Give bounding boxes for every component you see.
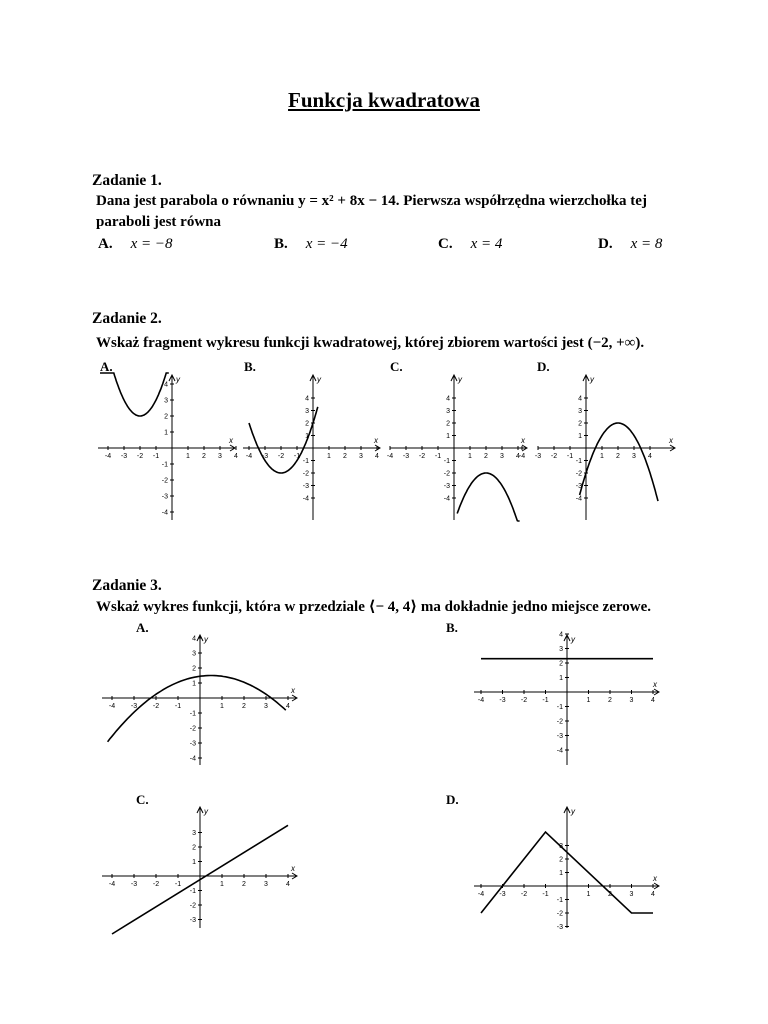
x-tick-label: -4: [477, 891, 485, 898]
task2-panel-label-b: B.: [244, 359, 256, 374]
task1-label: Zadanie 1.: [92, 172, 162, 189]
x-tick-label: -4: [104, 453, 112, 460]
x-axis-label: x: [229, 436, 233, 445]
x-tick-label: 2: [343, 453, 347, 460]
x-tick-label: 3: [632, 453, 636, 460]
y-axis-label: y: [571, 807, 575, 816]
y-tick-label: -2: [575, 470, 582, 478]
x-tick-label: 4: [648, 453, 652, 460]
x-axis-label: x: [291, 864, 295, 873]
option-letter: D.: [598, 236, 613, 252]
graph-3a: [100, 632, 300, 767]
option-value: x = −8: [130, 236, 173, 252]
x-tick-label: -3: [261, 453, 269, 460]
x-tick-label: -1: [542, 697, 549, 704]
x-tick-label: 2: [616, 453, 620, 460]
graph-2c: [388, 372, 530, 522]
task2-label: Zadanie 2.: [92, 310, 162, 327]
y-tick-label: -4: [302, 495, 309, 503]
y-tick-label: -1: [556, 704, 563, 711]
y-tick-label: -1: [189, 710, 196, 718]
y-tick-label: -4: [575, 495, 582, 503]
task2-panel-label-a: A.: [100, 359, 113, 374]
option-letter: B.: [274, 236, 288, 252]
function-curve: [457, 473, 519, 521]
task1-text-line2: paraboli jest równa: [96, 214, 221, 230]
y-tick-label: 4: [578, 395, 582, 403]
task1-option-c: [438, 236, 502, 253]
x-tick-label: -4: [386, 453, 394, 460]
y-tick-label: -2: [189, 725, 196, 733]
x-tick-label: -2: [152, 881, 160, 888]
x-axis-label: x: [653, 874, 657, 883]
y-tick-label: 3: [559, 843, 563, 850]
x-tick-label: -1: [174, 703, 182, 710]
y-tick-label: -2: [189, 902, 196, 910]
y-tick-label: 1: [164, 429, 168, 437]
x-axis-label: x: [291, 686, 295, 695]
y-tick-label: 1: [559, 870, 563, 877]
y-tick-label: -4: [443, 495, 450, 503]
graph-3d: [472, 804, 662, 930]
y-tick-label: 1: [305, 433, 309, 440]
y-tick-label: -3: [161, 493, 168, 501]
y-tick-label: 3: [305, 408, 309, 415]
y-tick-label: 1: [559, 675, 563, 682]
x-tick-label: -3: [402, 453, 410, 460]
x-tick-label: -2: [152, 703, 160, 710]
x-tick-label: -3: [499, 891, 506, 898]
x-tick-label: 4: [286, 703, 290, 710]
x-tick-label: 3: [629, 697, 634, 704]
option-value: x = 4: [470, 236, 503, 252]
y-axis-label: y: [571, 635, 575, 644]
x-tick-label: 3: [218, 453, 222, 460]
x-tick-label: -4: [518, 453, 526, 460]
x-tick-label: -4: [477, 697, 485, 704]
x-axis-label: x: [669, 436, 673, 445]
y-tick-label: -3: [556, 924, 563, 931]
y-tick-label: 3: [559, 646, 563, 653]
x-tick-label: 2: [608, 697, 612, 704]
x-tick-label: 1: [327, 453, 331, 460]
x-tick-label: 3: [500, 453, 504, 460]
y-tick-label: -3: [575, 483, 582, 490]
x-tick-label: 2: [202, 453, 206, 460]
x-tick-label: 1: [220, 881, 224, 888]
x-tick-label: -2: [550, 453, 558, 460]
x-tick-label: -2: [136, 453, 144, 460]
y-tick-label: -2: [556, 910, 563, 918]
x-tick-label: 2: [242, 881, 246, 888]
x-tick-label: -2: [277, 453, 285, 460]
y-axis-label: y: [458, 375, 462, 384]
task1-text-line1: Dana jest parabola o równaniu y = x² + 8x − 14. Pierwsza współrzędna wierzchołka tej: [96, 193, 647, 209]
y-tick-label: -2: [443, 470, 450, 478]
x-tick-label: 3: [264, 703, 268, 710]
y-tick-label: 2: [446, 420, 450, 428]
option-letter: C.: [438, 236, 453, 252]
x-tick-label: 1: [186, 453, 190, 460]
y-tick-label: -1: [556, 897, 563, 904]
x-tick-label: -4: [245, 453, 253, 460]
x-tick-label: 4: [234, 453, 238, 460]
y-tick-label: -4: [556, 747, 563, 755]
y-tick-label: 3: [192, 830, 196, 837]
y-tick-label: 2: [192, 665, 196, 673]
function-curve: [578, 420, 658, 501]
task3-panel-label-c: C.: [136, 792, 149, 807]
y-tick-label: 3: [164, 397, 168, 405]
task1-option-b: [274, 236, 348, 253]
y-axis-label: y: [317, 375, 321, 384]
y-tick-label: -1: [443, 458, 450, 465]
y-tick-label: -2: [302, 470, 309, 478]
y-tick-label: 2: [164, 413, 168, 421]
task3-panel-label-a: A.: [136, 620, 149, 635]
x-tick-label: 1: [220, 703, 224, 710]
x-tick-label: 3: [629, 891, 634, 898]
task2-panel-label-c: C.: [390, 359, 403, 374]
y-tick-label: -1: [189, 888, 196, 895]
x-tick-label: -3: [130, 703, 138, 710]
x-tick-label: -1: [434, 453, 442, 460]
y-tick-label: 4: [559, 631, 563, 639]
x-tick-label: 4: [375, 453, 379, 460]
y-tick-label: 1: [446, 433, 450, 440]
y-axis-label: y: [204, 635, 208, 644]
graph-3c: [100, 804, 300, 930]
x-tick-label: -1: [293, 453, 301, 460]
y-axis-label: y: [176, 375, 180, 384]
x-tick-label: -1: [542, 891, 549, 898]
y-tick-label: 2: [559, 856, 563, 864]
x-tick-label: 1: [468, 453, 472, 460]
task1-option-d: [598, 236, 662, 253]
x-tick-label: 4: [286, 881, 290, 888]
y-tick-label: -3: [189, 740, 196, 748]
x-tick-label: -3: [130, 881, 138, 888]
y-axis-label: y: [204, 807, 208, 816]
x-tick-label: -1: [152, 453, 160, 460]
y-tick-label: -1: [161, 461, 168, 469]
x-tick-label: 3: [264, 881, 268, 888]
y-tick-label: -3: [302, 483, 309, 490]
task3-panel-label-d: D.: [446, 792, 459, 807]
graph-2d: [518, 372, 678, 522]
y-tick-label: 4: [164, 381, 168, 389]
option-value: x = −4: [305, 236, 348, 252]
y-tick-label: 1: [578, 433, 582, 440]
y-tick-label: -2: [161, 477, 168, 485]
x-tick-label: -3: [499, 697, 506, 704]
y-tick-label: 1: [192, 859, 196, 866]
task1-option-a: [98, 236, 173, 253]
task2-panel-label-d: D.: [537, 359, 550, 374]
y-axis-label: y: [590, 375, 594, 384]
page-title: Funkcja kwadratowa: [288, 88, 480, 112]
x-tick-label: -3: [534, 453, 542, 460]
y-tick-label: 3: [446, 408, 450, 415]
y-tick-label: 2: [578, 420, 582, 428]
y-tick-label: 3: [192, 650, 196, 658]
graph-2b: [241, 372, 383, 522]
x-axis-label: x: [374, 436, 378, 445]
y-tick-label: 3: [578, 408, 582, 415]
task3-question: Wskaż wykres funkcji, która w przedziale ⟨− 4, 4⟩ ma dokładnie jedno miejsce zerowe.: [96, 599, 651, 615]
x-tick-label: -2: [520, 891, 528, 898]
x-tick-label: -2: [520, 697, 528, 704]
y-tick-label: 4: [446, 395, 450, 403]
x-tick-label: -2: [418, 453, 426, 460]
x-tick-label: -4: [108, 881, 116, 888]
x-tick-label: 4: [651, 697, 655, 704]
x-tick-label: 2: [608, 891, 612, 898]
x-tick-label: 2: [484, 453, 488, 460]
y-tick-label: 2: [192, 844, 196, 852]
x-tick-label: -3: [120, 453, 128, 460]
y-tick-label: -4: [161, 509, 168, 517]
y-tick-label: -2: [556, 718, 563, 726]
graph-3b: [472, 632, 662, 767]
x-tick-label: 4: [516, 453, 520, 460]
x-tick-label: 3: [359, 453, 363, 460]
x-axis-label: x: [653, 680, 657, 689]
y-tick-label: 1: [192, 680, 196, 688]
x-tick-label: -1: [174, 881, 182, 888]
option-letter: A.: [98, 236, 113, 252]
graph-2a: [96, 372, 238, 522]
x-tick-label: -4: [108, 703, 116, 710]
y-tick-label: 2: [559, 660, 563, 668]
y-tick-label: 4: [192, 635, 196, 643]
option-value: x = 8: [630, 236, 663, 252]
y-tick-label: -3: [556, 733, 563, 740]
y-tick-label: -3: [189, 917, 196, 924]
y-tick-label: -4: [189, 755, 196, 763]
y-tick-label: 2: [305, 420, 309, 428]
y-tick-label: -3: [443, 483, 450, 490]
x-tick-label: 1: [586, 697, 591, 704]
x-tick-label: 1: [586, 891, 591, 898]
task3-label: Zadanie 3.: [92, 577, 162, 594]
y-tick-label: -1: [302, 458, 309, 465]
task1-question: [96, 191, 716, 233]
y-tick-label: -1: [575, 458, 582, 465]
y-tick-label: 4: [305, 395, 309, 403]
x-tick-label: 4: [651, 891, 655, 898]
task2-question: Wskaż fragment wykresu funkcji kwadratowej, której zbiorem wartości jest (−2, +∞).: [96, 335, 645, 351]
function-curve: [100, 373, 169, 416]
x-tick-label: 1: [600, 453, 604, 460]
x-axis-label: x: [521, 436, 525, 445]
x-tick-label: -1: [566, 453, 574, 460]
task3-panel-label-b: B.: [446, 620, 458, 635]
x-tick-label: 2: [242, 703, 246, 710]
